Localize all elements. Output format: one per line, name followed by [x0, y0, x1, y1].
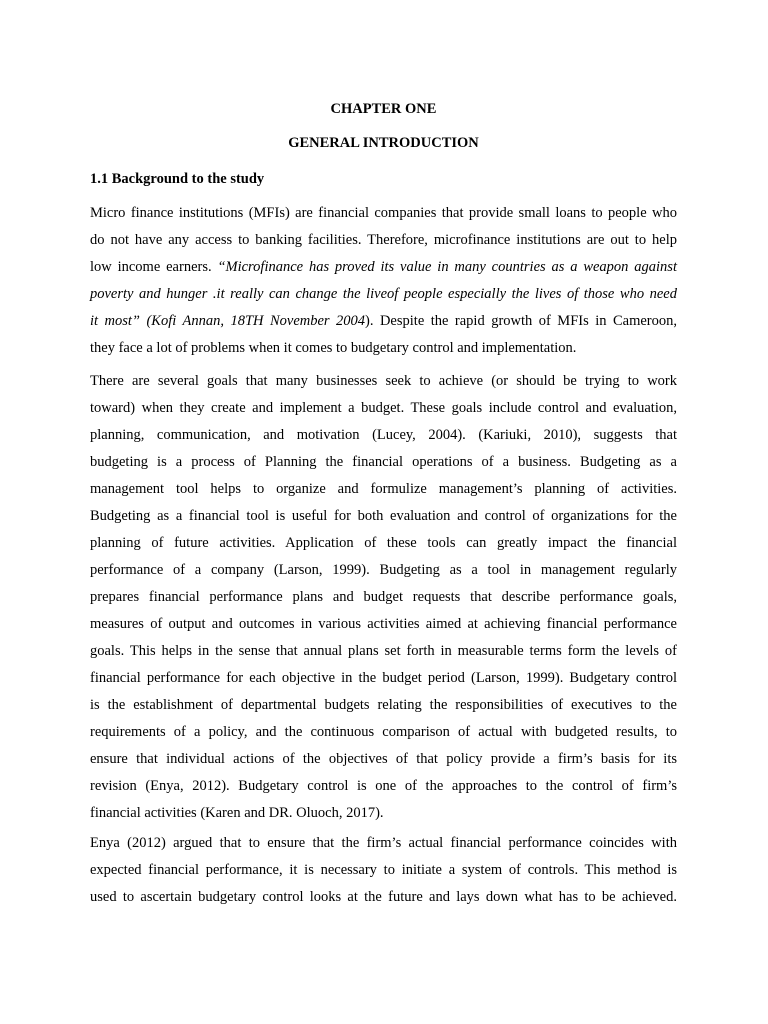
paragraph-line: prepares financial performance plans and budget requests that describe performance goals, — [90, 589, 677, 605]
paragraph-line: used to ascertain budgetary control looks at the future and lays down what has to be achieved. — [90, 889, 677, 905]
paragraph-line: financial activities (Karen and DR. Oluoch, 2017). — [90, 805, 384, 821]
paragraph-line: financial performance for each objective in the budget period (Larson, 1999). Budgetary control — [90, 670, 677, 686]
paragraph-line: is the establishment of departmental budgets relating the responsibilities of executives to the — [90, 697, 677, 713]
paragraph-line: goals. This helps in the sense that annual plans set forth in measurable terms form the levels of — [90, 643, 677, 659]
paragraph-line: ensure that individual actions of the objectives of that policy provide a firm’s basis for its — [90, 751, 677, 767]
paragraph-text: ). Despite the rapid growth of MFIs in Cameroon, — [365, 313, 677, 329]
quote-text: poverty and hunger .it really can change the liveof people especially the lives of those who need — [90, 286, 677, 302]
paragraph-line: management tool helps to organize and formulize management’s planning of activities. — [90, 481, 677, 497]
paragraph-1 — [90, 200, 677, 362]
paragraph-line — [90, 254, 677, 281]
paragraph-line: expected financial performance, it is necessary to initiate a system of controls. This method is — [90, 862, 677, 878]
paragraph-line: requirements of a policy, and the continuous comparison of actual with budgeted results, to — [90, 724, 677, 740]
paragraph-line: measures of output and outcomes in various activities aimed at achieving financial performance — [90, 616, 677, 632]
paragraph-line: toward) when they create and implement a budget. These goals include control and evaluation, — [90, 400, 677, 416]
section-heading: 1.1 Background to the study — [90, 171, 265, 187]
paragraph-line — [90, 308, 677, 335]
paragraph-line: Micro finance institutions (MFIs) are financial companies that provide small loans to people who — [90, 205, 677, 221]
paragraph-line: they face a lot of problems when it comes to budgetary control and implementation. — [90, 340, 577, 356]
paragraph-3 — [90, 830, 677, 911]
paragraph-line: planning, communication, and motivation (Lucey, 2004). (Kariuki, 2010), suggests that — [90, 427, 677, 443]
paragraph-text: low income earners. — [90, 259, 218, 275]
paragraph-line: revision (Enya, 2012). Budgetary control is one of the approaches to the control of firm’s — [90, 778, 677, 794]
chapter-title: GENERAL INTRODUCTION — [288, 135, 479, 151]
paragraph-line: do not have any access to banking facilities. Therefore, microfinance institutions are out to help — [90, 232, 677, 248]
paragraph-line — [90, 281, 677, 308]
paragraph-line: performance of a company (Larson, 1999). Budgeting as a tool in management regularly — [90, 562, 677, 578]
quote-citation: it most” (Kofi Annan, 18TH November 2004 — [90, 313, 366, 329]
chapter-heading: CHAPTER ONE — [330, 101, 437, 117]
paragraph-line: planning of future activities. Application of these tools can greatly impact the financial — [90, 535, 677, 551]
quote-text: “Microfinance has proved its value in many countries as a weapon against — [217, 259, 677, 275]
paragraph-line: There are several goals that many businesses seek to achieve (or should be trying to work — [90, 373, 677, 389]
paragraph-line: Budgeting as a financial tool is useful for both evaluation and control of organizations for the — [90, 508, 677, 524]
paragraph-line: budgeting is a process of Planning the financial operations of a business. Budgeting as a — [90, 454, 677, 470]
paragraph-2 — [90, 368, 677, 827]
paragraph-line: Enya (2012) argued that to ensure that the firm’s actual financial performance coincides with — [90, 835, 677, 851]
